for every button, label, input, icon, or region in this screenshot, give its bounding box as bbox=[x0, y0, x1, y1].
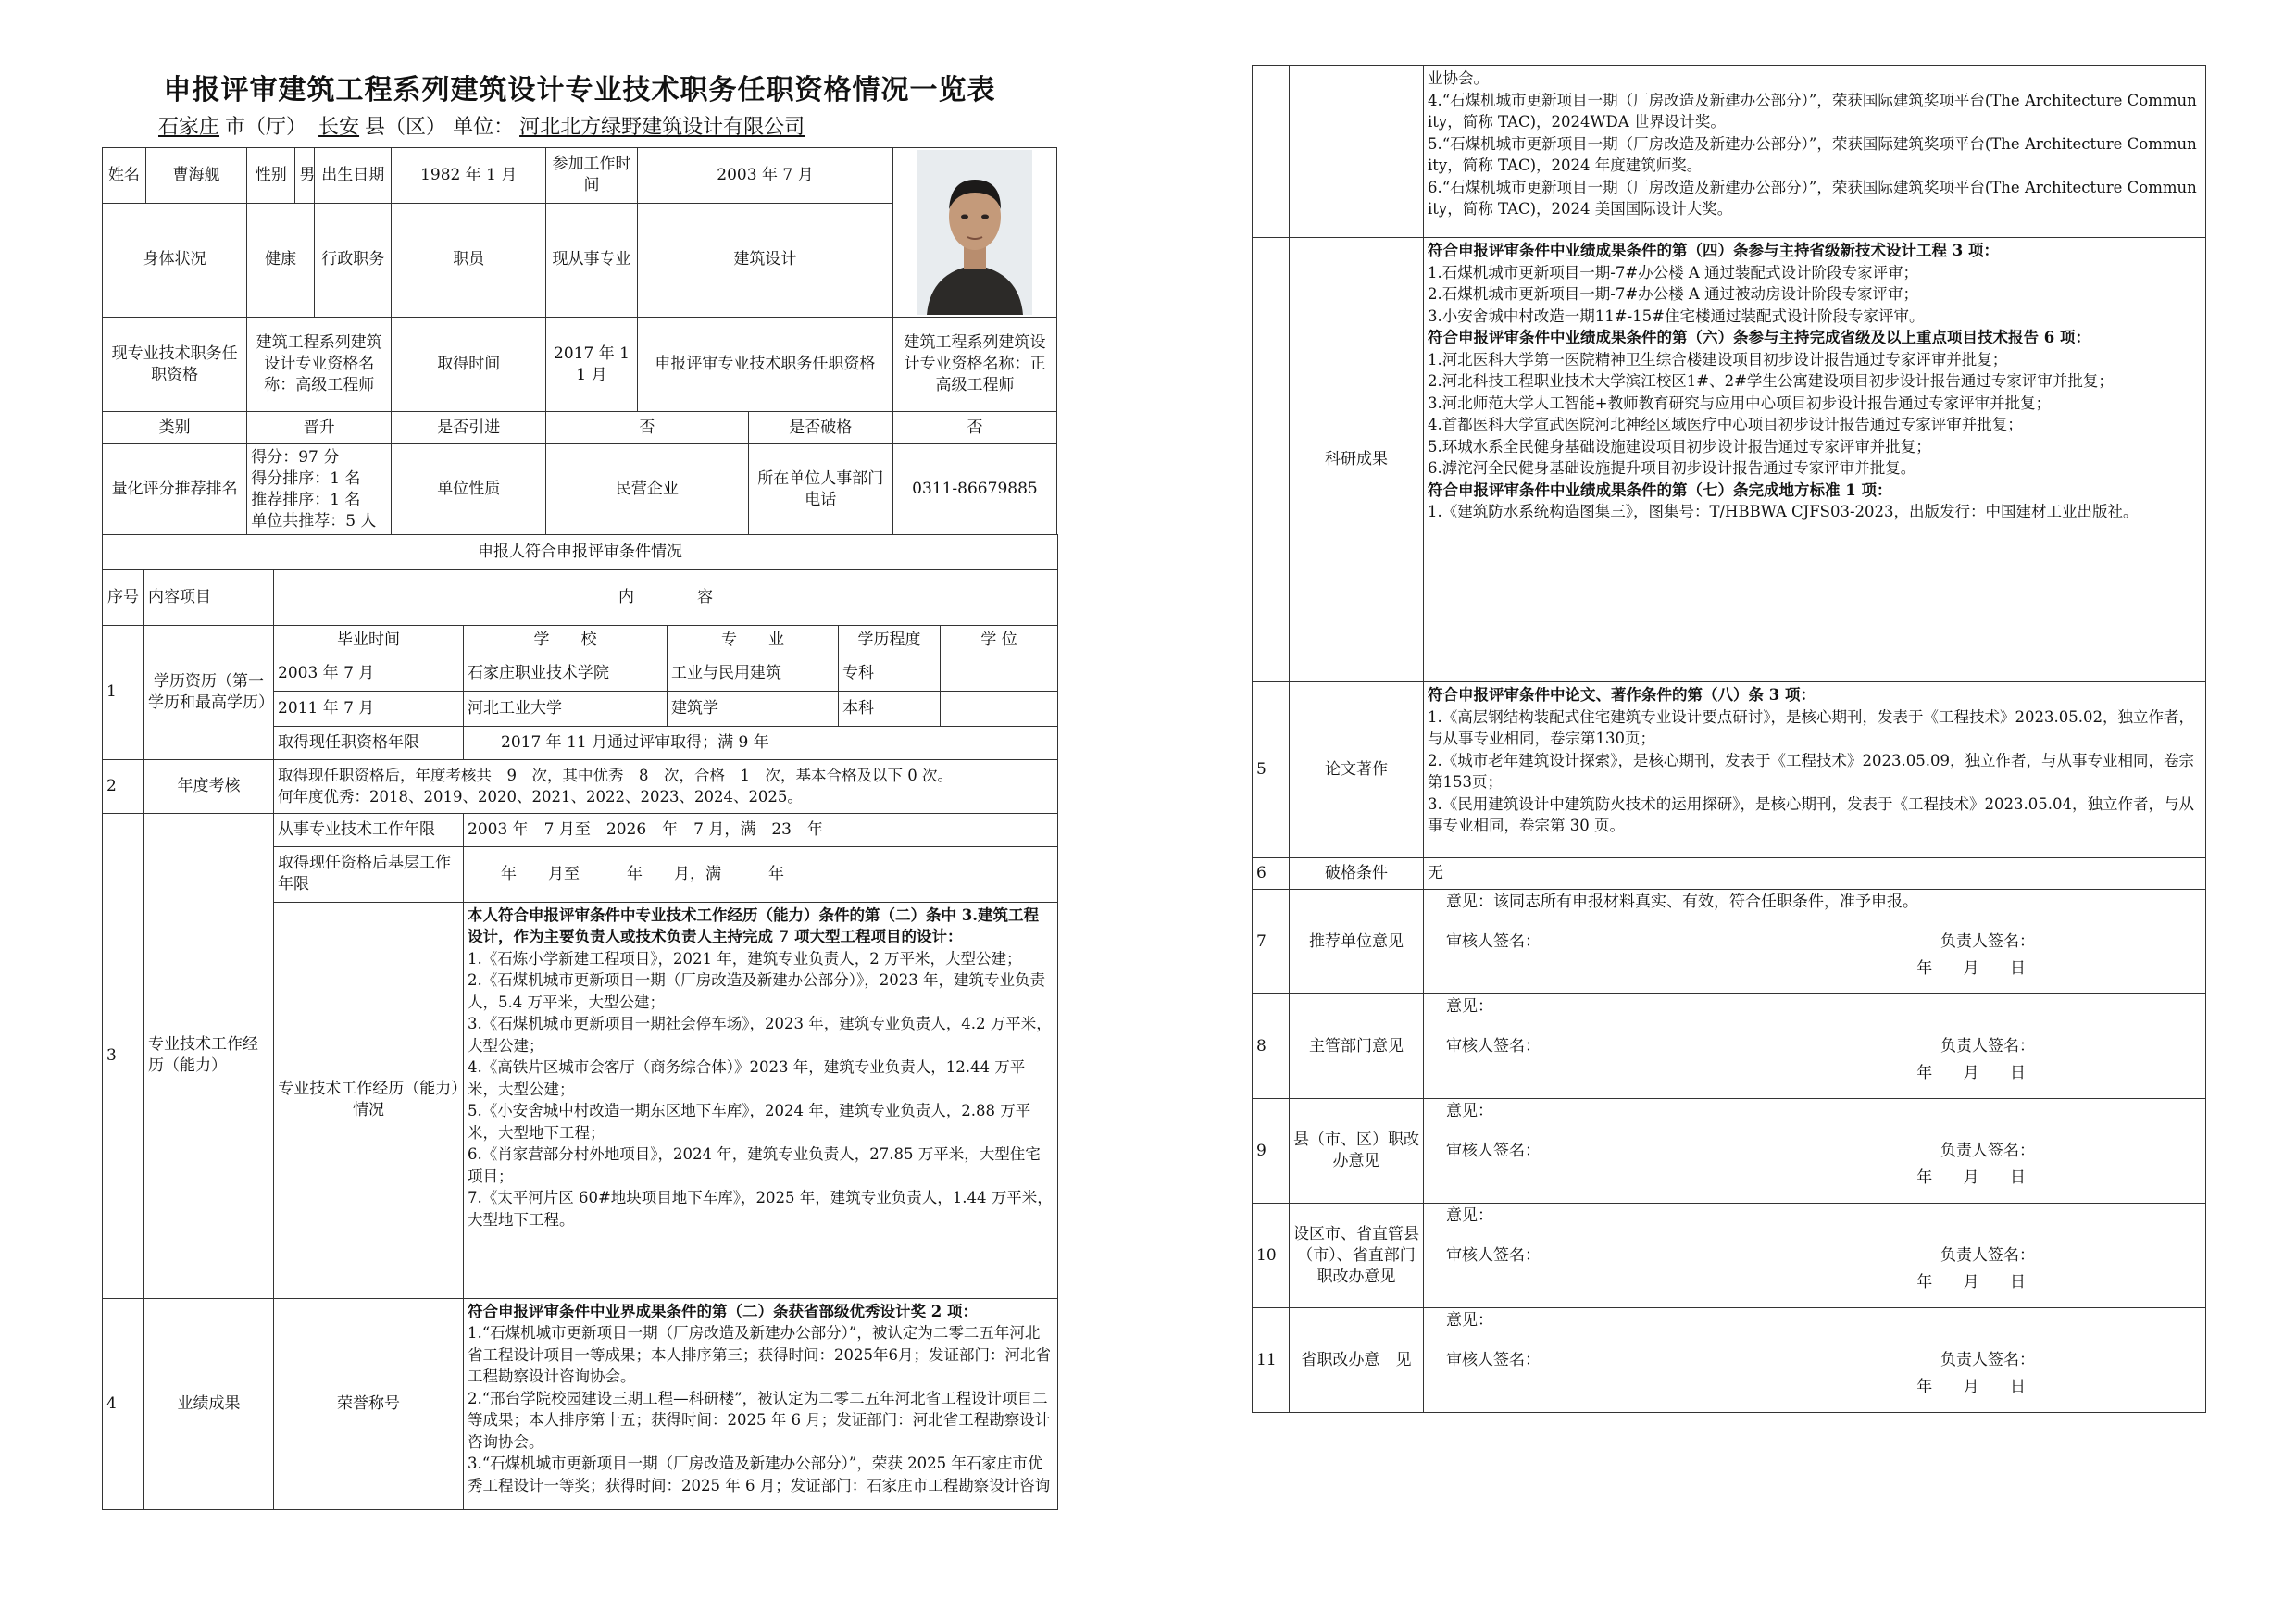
row-num-2: 2 bbox=[103, 759, 144, 813]
unit-name: 河北北方绿野建筑设计有限公司 bbox=[519, 116, 805, 139]
city: 石家庄 bbox=[158, 116, 220, 139]
nature-value: 民营企业 bbox=[546, 444, 749, 535]
gender-label: 性别 bbox=[247, 148, 295, 204]
reviewer-signature: 审核人签名： bbox=[1446, 1142, 1541, 1160]
admin-value: 职员 bbox=[392, 203, 546, 317]
list-item: 5.“石煤机城市更新项目一期（厂房改造及新建办公部分）”，荣获国际建筑奖项平台(The Architecture Community，简称 TAC)，2024 年度建筑师奖。 bbox=[1428, 134, 2197, 174]
apply-title-value: 建筑工程系列建筑设计专业资格名称：正高级工程师 bbox=[892, 318, 1056, 412]
opinion-label-10: 设区市、省直管县（市）、省直部门职改办意见 bbox=[1290, 1204, 1424, 1308]
honor-continuation: 业协会。 4.“石煤机城市更新项目一期（厂房改造及新建办公部分）”，荣获国际建筑奖项平台(The Architecture Community，简称 TAC)，2024WDA 世界设计奖。 5.“石煤机城市更新项目一期（厂房改造及新建办公部分）”，荣获国际建筑奖项平台(The Architecture Community，简称 TAC)，2024 年度建筑师奖。 6.“石煤机城市更新项目一期（厂房改造及新建办公部分）”，荣获国际建筑奖项平台(The Architecture Community，简称 TAC)，2024 美国国际设计大奖。 bbox=[1424, 66, 2206, 238]
leader-signature: 负责人签名： bbox=[1940, 1246, 2035, 1265]
list-item: 4.《高铁片区城市会客厅（商务综合体）》2023 年，建筑专业负责人，12.44 万平米，大型公建； bbox=[468, 1058, 1026, 1098]
edu-header-school: 学 校 bbox=[464, 625, 668, 656]
research-content: 符合申报评审条件中业绩成果条件的第（四）条参与主持省级新技术设计工程 3 项： 1.石煤机城市更新项目一期-7#办公楼 A 通过装配式设计阶段专家评审； 2.石煤机城市更新项目一期-7#办公楼 A 通过被动房设计阶段专家评审； 3.小安舍城中村改造一期11#-15#住宅楼通过装配式设计阶段专家评审。 符合申报评审条件中业绩成果条件的第（六）条参与主持完成省级及以上重点项目技术报告 6 项： 1.河北医科大学第一医院精神卫生综合楼建设项目初步设计报告通过专家评审并批复； 2.河北科技工程职业技术大学滨江校区1#、2#学生公寓建设项目初步设计报告通过专家评审并批复； 3.河北师范大学人工智能+教师教育研究与应用中心项目初步设计报告通过专家评审并批复； 4.首都医科大学宣武医院河北神经区域医疗中心项目初步设计报告通过专家评审并批复； 5.环城水系全民健身基础设施建设项目初步设计报告通过专家评审并批复； 6.滹沱河全民健身基础设施提升项目初步设计报告通过专家评审并批复。 符合申报评审条件中业绩成果条件的第（七）条完成地方标准 1 项： 1.《建筑防水系统构造图集三》，图集号：T/HBBWA CJFS03-2023，出版发行：中国建材工业出版社。 bbox=[1424, 238, 2206, 682]
introduced-value: 否 bbox=[546, 412, 749, 444]
list-item: 2.“邢台学院校园建设三期工程—科研楼”，被认定为二零二五年河北省工程设计项目二等成果；本人排序第十五；获得时间：2025 年 6 月；发证部门：河北省工程勘察设计咨询协会。 bbox=[468, 1389, 1051, 1451]
reviewer-signature: 审核人签名： bbox=[1446, 1246, 1541, 1265]
exp-years-label: 从事专业技术工作年限 bbox=[274, 813, 464, 846]
birth-label: 出生日期 bbox=[315, 148, 392, 204]
row-num-9: 9 bbox=[1253, 1099, 1290, 1204]
list-item: 7.《太平河片区 60#地块项目地下车库》，2025 年，建筑专业负责人，1.44 万平米，大型地下工程。 bbox=[468, 1189, 1053, 1229]
score-label: 量化评分推荐排名 bbox=[103, 444, 247, 535]
opinion-text: 意见： bbox=[1446, 1311, 1493, 1330]
list-item: 3.《石煤机城市更新项目一期社会停车场》，2023 年，建筑专业负责人，4.2 万平米，大型公建； bbox=[468, 1015, 1052, 1055]
row-num-7: 7 bbox=[1253, 890, 1290, 994]
leader-signature: 负责人签名： bbox=[1940, 932, 2035, 951]
opinion-text: 意见： bbox=[1446, 1206, 1493, 1225]
opinion-block-11 bbox=[1424, 1308, 2206, 1413]
score-values: 得分：97 分 得分排序：1 名 推荐排序：1 名 单位共推荐：5 人 bbox=[247, 444, 392, 535]
row-num-8: 8 bbox=[1253, 994, 1290, 1099]
major-value: 建筑设计 bbox=[637, 203, 892, 317]
opinion-label-8: 主管部门意见 bbox=[1290, 994, 1424, 1099]
name-value: 曹海舰 bbox=[145, 148, 246, 204]
list-item: 2.《城市老年建筑设计探索》，是核心期刊，发表于《工程技术》2023.05.09，独立作者，与从事专业相同，卷宗第153页； bbox=[1428, 751, 2194, 791]
table-row: 2011 年 7 月 河北工业大学 建筑学 本科 bbox=[103, 691, 1058, 726]
leader-signature: 负责人签名： bbox=[1940, 1351, 2035, 1369]
opinion-label-9: 县（市、区）职改办意见 bbox=[1290, 1099, 1424, 1204]
list-item: 6.《肖家营部分村外地项目》，2024 年，建筑专业负责人，27.85 万平米，大型住宅项目； bbox=[468, 1145, 1041, 1185]
date-line: 年 月 日 bbox=[1916, 959, 2026, 978]
current-title-value: 建筑工程系列建筑设计专业资格名称：高级工程师 bbox=[247, 318, 392, 412]
list-item: 3.《民用建筑设计中建筑防火技术的运用探研》，是核心期刊，发表于《工程技术》2023.05.04，独立作者，与从事专业相同，卷宗第 30 页。 bbox=[1428, 794, 2194, 834]
birth-value: 1982 年 1 月 bbox=[392, 148, 546, 204]
obtain-value: 2017 年 11 月 bbox=[546, 318, 638, 412]
major-label: 现从事专业 bbox=[546, 203, 638, 317]
date-line: 年 月 日 bbox=[1916, 1378, 2026, 1396]
work-start-value: 2003 年 7 月 bbox=[637, 148, 892, 204]
exception-row-label: 破格条件 bbox=[1290, 858, 1424, 890]
exception-value: 否 bbox=[892, 412, 1056, 444]
list-item: 1.《建筑防水系统构造图集三》，图集号：T/HBBWA CJFS03-2023，出版发行：中国建材工业出版社。 bbox=[1428, 503, 2139, 520]
applicant-photo bbox=[917, 150, 1032, 315]
current-title-label: 现专业技术职务任职资格 bbox=[103, 318, 247, 412]
header-subline: 石家庄 市（厅） 长安 县（区） 单位： 河北北方绿野建筑设计有限公司 bbox=[153, 111, 1057, 140]
papers-label: 论文著作 bbox=[1290, 682, 1424, 858]
list-item: 1.《石炼小学新建工程项目》，2021 年，建筑专业负责人，2 万平米，大型公建； bbox=[468, 949, 1022, 968]
opinion-label-7: 推荐单位意见 bbox=[1290, 890, 1424, 994]
phone-label: 所在单位人事部门电话 bbox=[748, 444, 892, 535]
experience-content: 本人符合申报评审条件中专业技术工作经历（能力）条件的第（二）条中 3.建筑工程设计，作为主要负责人或技术负责人主持完成 7 项大型工程项目的设计： 1.《石炼小学新建工程项目》，2021 年，建筑专业负责人，2 万平米，大型公建； 2.《石煤机城市更新项目一期（厂房改造及新建办公部分）》，2023 年，建筑专业负责人，5.4 万平米，大型公建； 3.《石煤机城市更新项目一期社会停车场》，2023 年，建筑专业负责人，4.2 万平米，大型公建； 4.《高铁片区城市会客厅（商务综合体）》2023 年，建筑专业负责人，12.44 万平米，大型公建； 5.《小安舍城中村改造一期东区地下车库》，2024 年，建筑专业负责人，2.88 万平米，大型地下工程； 6.《肖家营部分村外地项目》，2024 年，建筑专业负责人，27.85 万平米，大型住宅项目； 7.《太平河片区 60#地块项目地下车库》，2025 年，建筑专业负责人，1.44 万平米，大型地下工程。 bbox=[464, 902, 1058, 1298]
row-num-6: 6 bbox=[1253, 858, 1290, 890]
opinion-block-9 bbox=[1424, 1099, 2206, 1204]
row-num-5: 5 bbox=[1253, 682, 1290, 858]
list-item: 1.石煤机城市更新项目一期-7#办公楼 A 通过装配式设计阶段专家评审； bbox=[1428, 263, 1919, 281]
opinion-label-11: 省职改办意 见 bbox=[1290, 1308, 1424, 1413]
exp-years-value: 2003 年 7 月至 2026 年 7 月，满 23 年 bbox=[464, 813, 1058, 846]
exp-sub-label: 专业技术工作经历（能力）情况 bbox=[274, 902, 464, 1298]
edu-header-degree: 学 位 bbox=[941, 625, 1058, 656]
list-item: 1.《高层钢结构装配式住宅建筑专业设计要点研讨》，是核心期刊，发表于《工程技术》2023.05.02，独立作者，与从事专业相同，卷宗第130页； bbox=[1428, 707, 2194, 747]
name-label: 姓名 bbox=[103, 148, 146, 204]
education-label: 学历资历（第一学历和最高学历） bbox=[144, 625, 274, 759]
honor-label: 荣誉称号 bbox=[274, 1298, 464, 1509]
list-item: 2.河北科技工程职业技术大学滨江校区1#、2#学生公寓建设项目初步设计报告通过专家评审并批复； bbox=[1428, 372, 2114, 390]
right-page bbox=[1252, 65, 2205, 1413]
performance-label: 业绩成果 bbox=[144, 1298, 274, 1509]
date-line: 年 月 日 bbox=[1916, 1168, 2026, 1187]
reviewer-signature: 审核人签名： bbox=[1446, 1351, 1541, 1369]
row-num-1: 1 bbox=[103, 625, 144, 759]
content-header: 内 容 bbox=[274, 569, 1058, 625]
conditions-table bbox=[102, 534, 1058, 1510]
opinion-text: 意见： bbox=[1446, 997, 1493, 1016]
opinion-block-10 bbox=[1424, 1204, 2206, 1308]
introduced-label: 是否引进 bbox=[392, 412, 546, 444]
continuation-table bbox=[1252, 65, 2206, 1413]
gender-value: 男 bbox=[295, 148, 315, 204]
item-header: 内容项目 bbox=[144, 569, 274, 625]
list-item: 5.《小安舍城中村改造一期东区地下车库》，2024 年，建筑专业负责人，2.88 万平米，大型地下工程； bbox=[468, 1102, 1031, 1142]
page-title: 申报评审建筑工程系列建筑设计专业技术职务任职资格情况一览表 bbox=[163, 74, 996, 106]
leader-signature: 负责人签名： bbox=[1940, 1037, 2035, 1056]
research-label: 科研成果 bbox=[1290, 238, 1424, 682]
list-item: 4.“石煤机城市更新项目一期（厂房改造及新建办公部分）”，荣获国际建筑奖项平台(The Architecture Community，简称 TAC)，2024WDA 世界设计奖。 bbox=[1428, 91, 2197, 131]
opinion-text: 意见：该同志所有申报材料真实、有效，符合任职条件，准予申报。 bbox=[1446, 893, 1918, 911]
list-item: 2.《石煤机城市更新项目一期（厂房改造及新建办公部分）》，2023 年，建筑专业负责人，5.4 万平米，大型公建； bbox=[468, 971, 1045, 1011]
work-start-label: 参加工作时间 bbox=[546, 148, 638, 204]
date-line: 年 月 日 bbox=[1916, 1273, 2026, 1292]
row-num-3: 3 bbox=[103, 813, 144, 1298]
opinion-block-8 bbox=[1424, 994, 2206, 1099]
row-num-11: 11 bbox=[1253, 1308, 1290, 1413]
list-item: 5.环城水系全民健身基础设施建设项目初步设计报告通过专家评审并批复； bbox=[1428, 437, 1931, 456]
list-item: 2.石煤机城市更新项目一期-7#办公楼 A 通过被动房设计阶段专家评审； bbox=[1428, 285, 1919, 303]
list-item: 4.首都医科大学宣武医院河北神经区域医疗中心项目初步设计报告通过专家评审并批复； bbox=[1428, 416, 2023, 433]
nature-label: 单位性质 bbox=[392, 444, 546, 535]
edu-header-time: 毕业时间 bbox=[274, 625, 464, 656]
grass-value: 年 月至 年 月，满 年 bbox=[464, 846, 1058, 902]
conditions-heading: 申报人符合申报评审条件情况 bbox=[103, 534, 1058, 569]
obtain-label: 取得时间 bbox=[392, 318, 546, 412]
left-page bbox=[102, 65, 1057, 1510]
health-value: 健康 bbox=[247, 203, 315, 317]
list-item: 1.“石煤机城市更新项目一期（厂房改造及新建办公部分）”，被认定为二零二五年河北省工程设计项目一等成果；本人排序第三；获得时间：2025年6月；发证部门：河北省工程勘察设计咨询协会。 bbox=[468, 1324, 1051, 1385]
portrait-image bbox=[917, 150, 1032, 315]
seq-header: 序号 bbox=[103, 569, 144, 625]
opinion-text: 意见： bbox=[1446, 1102, 1493, 1120]
experience-label: 专业技术工作经历（能力） bbox=[144, 813, 274, 1298]
photo-cell bbox=[892, 148, 1056, 318]
honor-content: 符合申报评审条件中业界成果条件的第（二）条获省部级优秀设计奖 2 项： 1.“石煤机城市更新项目一期（厂房改造及新建办公部分）”，被认定为二零二五年河北省工程设计项目一等成果；本人排序第三；获得时间：2025年6月；发证部门：河北省工程勘察设计咨询协会。 2.“邢台学院校园建设三期工程—科研楼”，被认定为二零二五年河北省工程设计项目二等成果；本人排序第十五；获得时间：2025 年 6 月；发证部门：河北省工程勘察设计咨询协会。 3.“石煤机城市更新项目一期（厂房改造及新建办公部分）”，荣获 2025 年石家庄市优秀工程设计一等奖；获得时间：2025 年 6 月；发证部门：石家庄市工程勘察设计咨询 bbox=[464, 1298, 1058, 1509]
edu-header-major: 专 业 bbox=[668, 625, 839, 656]
exception-label: 是否破格 bbox=[748, 412, 892, 444]
phone-value: 0311-86679885 bbox=[892, 444, 1056, 535]
type-label: 类别 bbox=[103, 412, 247, 444]
opinion-block-7 bbox=[1424, 890, 2206, 994]
type-value: 晋升 bbox=[247, 412, 392, 444]
basic-info-table bbox=[102, 147, 1057, 535]
grass-label: 取得现任资格后基层工作年限 bbox=[274, 846, 464, 902]
exception-row-value: 无 bbox=[1424, 858, 2206, 890]
table-row: 2003 年 7 月 石家庄职业技术学院 工业与民用建筑 专科 bbox=[103, 656, 1058, 691]
leader-signature: 负责人签名： bbox=[1940, 1142, 2035, 1160]
health-label: 身体状况 bbox=[103, 203, 247, 317]
edu-years-value: 2017 年 11 月通过评审取得；满 9 年 bbox=[464, 726, 1058, 759]
list-item: 6.“石煤机城市更新项目一期（厂房改造及新建办公部分）”，荣获国际建筑奖项平台(The Architecture Community，简称 TAC)，2024 美国国际设计大奖。 bbox=[1428, 178, 2197, 218]
reviewer-signature: 审核人签名： bbox=[1446, 932, 1541, 951]
list-item: 3.小安舍城中村改造一期11#-15#住宅楼通过装配式设计阶段专家评审。 bbox=[1428, 306, 1925, 325]
admin-label: 行政职务 bbox=[315, 203, 392, 317]
reviewer-signature: 审核人签名： bbox=[1446, 1037, 1541, 1056]
annual-label: 年度考核 bbox=[144, 759, 274, 813]
edu-years-label: 取得现任职资格年限 bbox=[274, 726, 464, 759]
county: 长安 bbox=[318, 116, 360, 139]
date-line: 年 月 日 bbox=[1916, 1064, 2026, 1082]
edu-header-level: 学历程度 bbox=[839, 625, 941, 656]
list-item: 6.滹沱河全民健身基础设施提升项目初步设计报告通过专家评审并批复。 bbox=[1428, 459, 1916, 477]
apply-label: 申报评审专业技术职务任职资格 bbox=[637, 318, 892, 412]
row-num-4: 4 bbox=[103, 1298, 144, 1509]
list-item: 1.河北医科大学第一医院精神卫生综合楼建设项目初步设计报告通过专家评审并批复； bbox=[1428, 350, 2008, 369]
list-item: 3.“石煤机城市更新项目一期（厂房改造及新建办公部分）”，荣获 2025 年石家庄市优秀工程设计一等奖；获得时间：2025 年 6 月；发证部门：石家庄市工程勘察设计咨询 bbox=[468, 1455, 1051, 1494]
annual-value: 取得现任职资格后，年度考核共 9 次，其中优秀 8 次，合格 1 次，基本合格及以下 0 次。 何年度优秀：2018、2019、2020、2021、2022、2023、2024、2025。 bbox=[274, 759, 1058, 813]
list-item: 3.河北师范大学人工智能+教师教育研究与应用中心项目初步设计报告通过专家评审并批复； bbox=[1428, 394, 2052, 412]
papers-content: 符合申报评审条件中论文、著作条件的第（八）条 3 项： 1.《高层钢结构装配式住宅建筑专业设计要点研讨》，是核心期刊，发表于《工程技术》2023.05.02，独立作者，与从事专业相同，卷宗第130页； 2.《城市老年建筑设计探索》，是核心期刊，发表于《工程技术》2023.05.09，独立作者，与从事专业相同，卷宗第153页； 3.《民用建筑设计中建筑防火技术的运用探研》，是核心期刊，发表于《工程技术》2023.05.04，独立作者，与从事专业相同，卷宗第 30 页。 bbox=[1424, 682, 2206, 858]
row-num-10: 10 bbox=[1253, 1204, 1290, 1308]
